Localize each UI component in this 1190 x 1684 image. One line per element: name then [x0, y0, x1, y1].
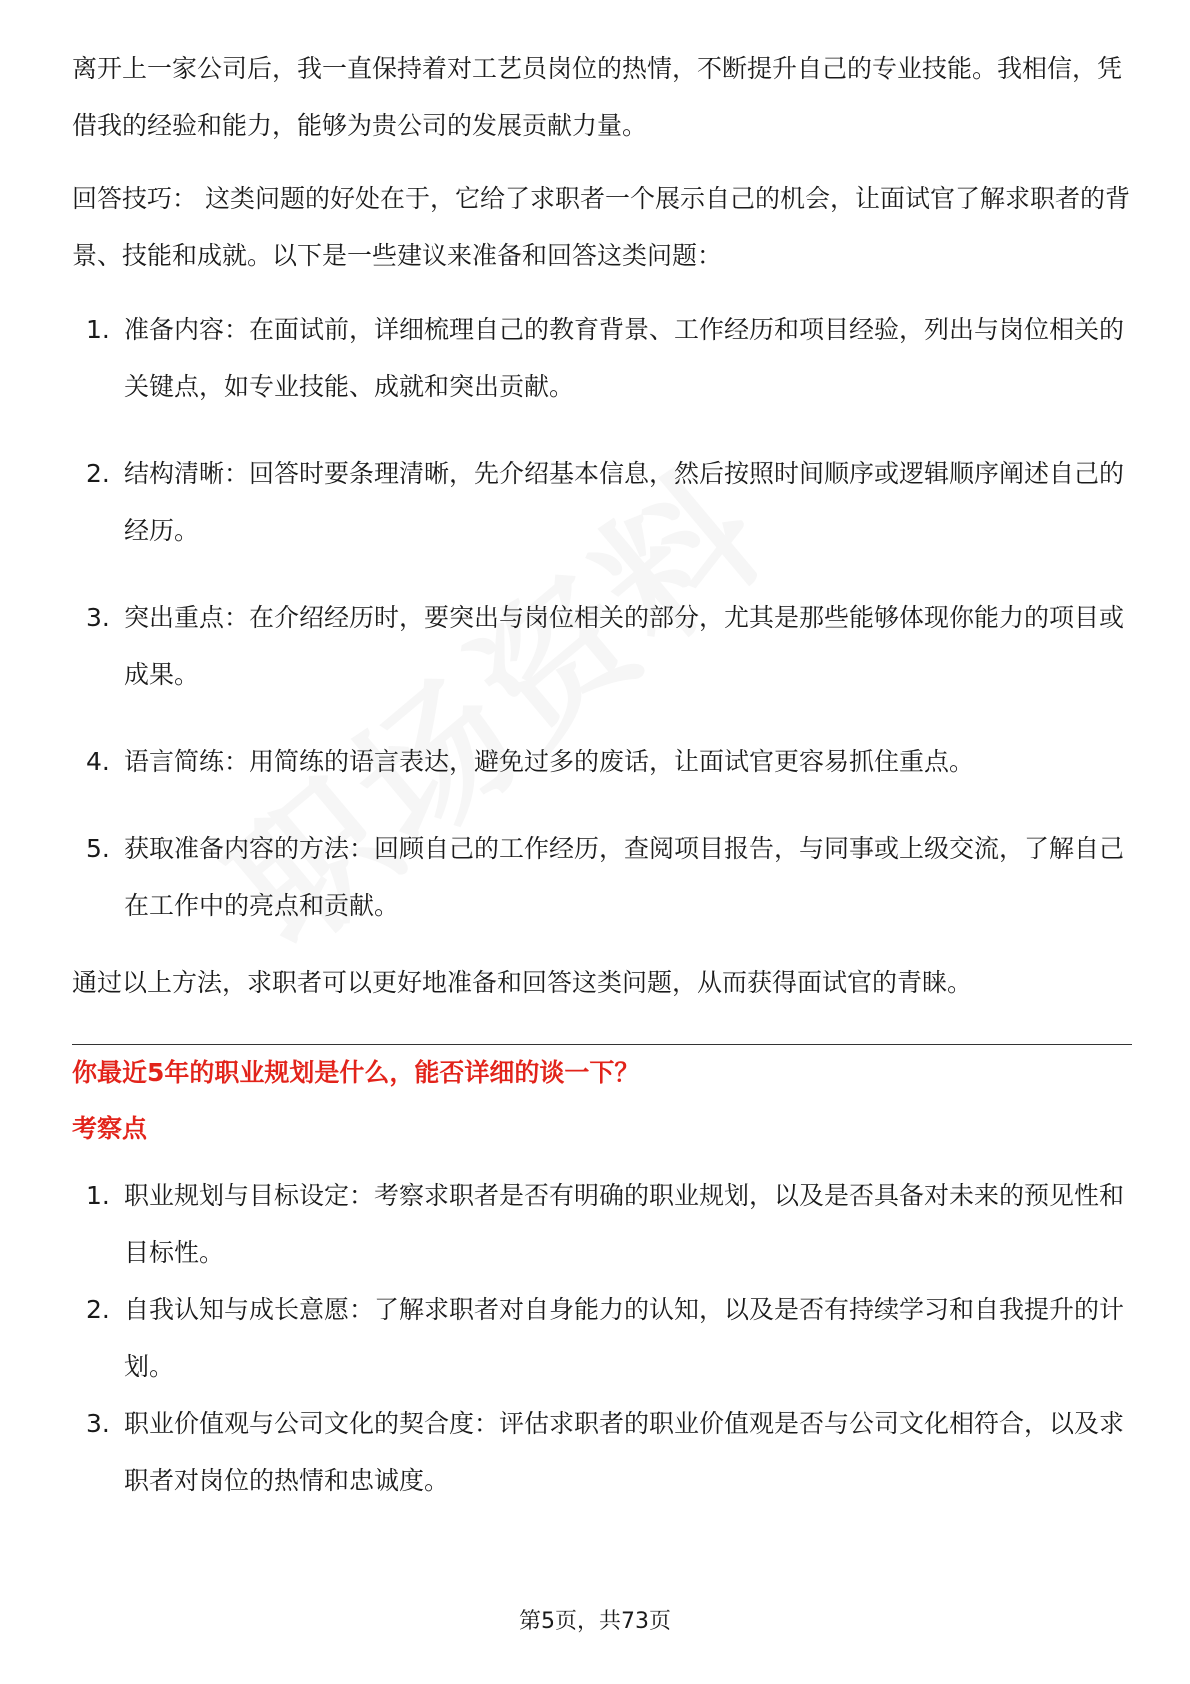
summary-paragraph: 通过以上方法，求职者可以更好地准备和回答这类问题，从而获得面试官的青睐。 [72, 968, 973, 997]
list-number: 1. [86, 315, 110, 344]
list-text: 获取准备内容的方法：回顾自己的工作经历，查阅项目报告，与同事或上级交流，了解自己在工作中的亮点和贡献。 [124, 834, 1125, 920]
list-item [72, 1167, 1132, 1281]
tips-list [72, 301, 1132, 934]
list-number: 3. [86, 603, 110, 632]
page-footer: 第5页，共73页 [519, 1609, 671, 1634]
list-text: 结构清晰：回答时要条理清晰，先介绍基本信息，然后按照时间顺序或逻辑顺序阐述自己的经历。 [124, 459, 1125, 545]
list-item [72, 301, 1132, 415]
list-item [72, 733, 1132, 790]
list-number: 4. [86, 747, 110, 776]
list-item [72, 1395, 1132, 1509]
list-text: 准备内容：在面试前，详细梳理自己的教育背景、工作经历和项目经验，列出与岗位相关的关键点，如专业技能、成就和突出贡献。 [124, 315, 1125, 401]
list-item [72, 820, 1132, 934]
answer-tip-paragraph: 回答技巧： 这类问题的好处在于，它给了求职者一个展示自己的机会，让面试官了解求职者的背景、技能和成就。以下是一些建议来准备和回答这类问题： [72, 184, 1130, 270]
list-item [72, 1281, 1132, 1395]
intro-paragraph: 离开上一家公司后，我一直保持着对工艺员岗位的热情，不断提升自己的专业技能。我相信，凭借我的经验和能力，能够为贵公司的发展贡献力量。 [72, 54, 1123, 140]
page-content [72, 40, 1132, 1509]
list-text: 突出重点：在介绍经历时，要突出与岗位相关的部分，尤其是那些能够体现你能力的项目或成果。 [124, 603, 1125, 689]
list-number: 5. [86, 834, 110, 863]
focus-section-title: 考察点 [72, 1114, 148, 1143]
list-item [72, 445, 1132, 559]
list-number: 2. [86, 1295, 110, 1324]
list-number: 2. [86, 459, 110, 488]
list-number: 1. [86, 1181, 110, 1210]
list-number: 3. [86, 1409, 110, 1438]
focus-points-list [72, 1167, 1132, 1509]
question-title: 你最近5年的职业规划是什么，能否详细的谈一下？ [72, 1058, 640, 1087]
list-text: 自我认知与成长意愿：了解求职者对自身能力的认知，以及是否有持续学习和自我提升的计划。 [124, 1295, 1125, 1381]
list-item [72, 589, 1132, 703]
list-text: 语言简练：用简练的语言表达，避免过多的废话，让面试官更容易抓住重点。 [124, 747, 975, 776]
section-divider [72, 1044, 1132, 1045]
list-text: 职业规划与目标设定：考察求职者是否有明确的职业规划，以及是否具备对未来的预见性和目标性。 [124, 1181, 1125, 1267]
list-text: 职业价值观与公司文化的契合度：评估求职者的职业价值观是否与公司文化相符合，以及求职者对岗位的热情和忠诚度。 [124, 1409, 1125, 1495]
